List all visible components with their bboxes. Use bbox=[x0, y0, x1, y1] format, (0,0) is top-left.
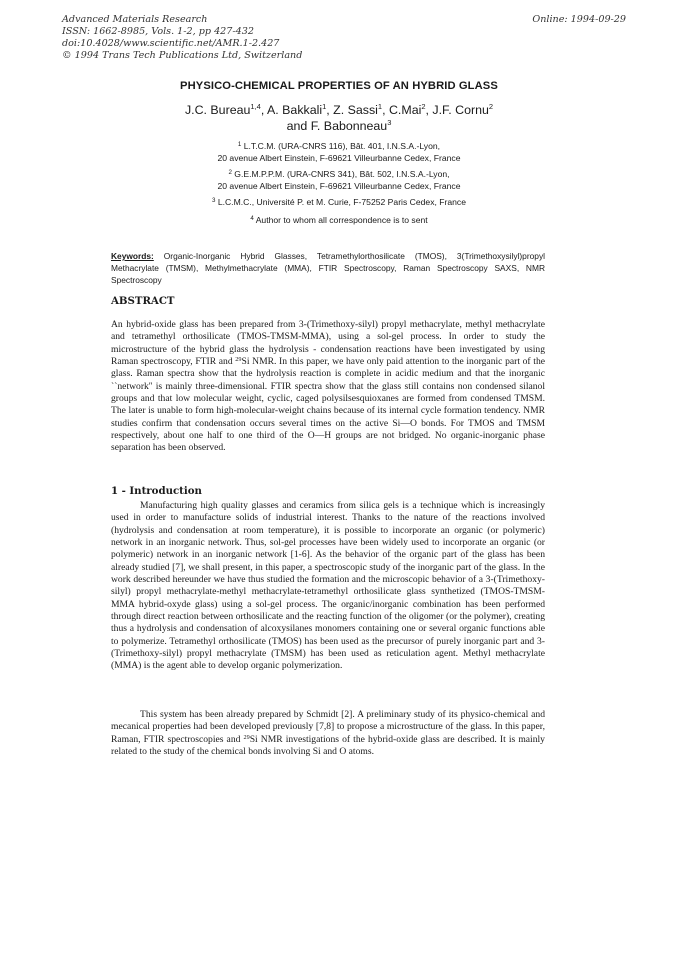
affiliation-mark: 1 bbox=[237, 141, 242, 148]
affiliation-line: G.E.M.P.P.M. (URA-CNRS 341), Bât. 502, I.N.S.A.-Lyon, bbox=[234, 169, 450, 179]
doi-line: doi:10.4028/www.scientific.net/AMR.1-2.427 bbox=[62, 38, 280, 49]
affiliation-2 bbox=[0, 168, 678, 192]
introduction-paragraph-1: Manufacturing high quality glasses and ceramics from silica gels is a technique which is increasingly used in order to manufacture solids of industrial interest. Thanks to the nature of the reactions involved (hydrolysis and condensation at room temperature), it is possible to incorporate an organic (or polymeric) network in an inorganic network. Thus, sol-gel processes have been widely used to incorporate an organic (or polymeric) network in an inorganic network [1-6]. As the behavior of the organic part of the glass has been already studied [7], we shall present, in this paper, a spectroscopic study of the inorganic part of the glass. In the work described hereunder we have thus studied the formation and the microscopic behavior of a 3-(Trimethoxy-silyl) propyl methacrylate-methyl methacrylate-tetramethyl orthosilicate glass synthetized (TMOS-TMSM-MMA hybrid-oxyde glass) using a sol-gel process. The organic/inorganic combination has been performed through direct reaction between orthosilicate and the reacting function of the oligomer (or the polymer), creating thus a hydrolysis and condensation of alcoxysilanes monomers containing one or several organic functions able to polymerize. Tetramethyl orthosilicate (TMOS) has been used as the precursor of purely inorganic part and 3-(Trimethoxy-silyl) propyl methacrylate (TMSM) has been used as reticulation agent. Methyl methacrylate (MMA) is the agent able to develop organic polymerization. bbox=[111, 500, 545, 672]
author-name: , J.F. Cornu bbox=[425, 103, 489, 117]
abstract-body: An hybrid-oxide glass has been prepared from 3-(Trimethoxy-silyl) propyl methacrylate, methyl methacrylate and tetramethyl orthosilicate (TMOS-TMSM-MMA), using a sol-gel process. In order to study the microstructure of the hybrid glass the hydrolysis - condensation reactions have been investigated by using Raman spectroscopy, FTIR and $^{29}$Si NMR. In this paper, we have only paid attention to the inorganic part of the glass. Raman spectra show that the hydrolysis reaction is complete in acidic medium and that the inorganic ``network'' is mainly three-dimensional. FTIR spectra show that the glass still contains non condensed silanol groups and that low molecular weight, cyclic, caged polysilsesquioxanes are formed from condensed TMSM. The later is unable to form high-molecular-weight chains because of its internal cycle formation tendency. NMR studies confirm that condensation occurs several times on the active Si—O bonds. For TMOS and TMSM respectively, about one half to one third of the O—H groups are not bridged. No organic-inorganic phase separation has been observed. bbox=[111, 319, 545, 454]
author-affiliation-mark: 2 bbox=[488, 102, 494, 111]
author-affiliation-mark: 2 bbox=[421, 102, 426, 111]
author-affiliation-mark: 1,4 bbox=[250, 102, 261, 111]
author-name: , A. Bakkali bbox=[260, 103, 323, 117]
affiliation-line: 20 avenue Albert Einstein, F-69621 Villeurbanne Cedex, France bbox=[217, 153, 461, 164]
affiliation-line: L.T.C.M. (URA-CNRS 116), Bât. 401, I.N.S.A.-Lyon, bbox=[243, 141, 441, 151]
author-affiliation-mark: 1 bbox=[377, 102, 383, 111]
journal-header bbox=[62, 14, 302, 62]
affiliation-mark: 4 bbox=[250, 215, 254, 222]
author-name: , Z. Sassi bbox=[326, 103, 378, 117]
keywords-label: Keywords: bbox=[111, 251, 154, 261]
affiliation-3 bbox=[0, 196, 678, 208]
author-name: , C.Mai bbox=[382, 103, 422, 117]
journal-name: Advanced Materials Research bbox=[62, 14, 208, 25]
affiliation-mark: 2 bbox=[228, 169, 232, 176]
affiliation-mark: 3 bbox=[211, 197, 216, 204]
affiliation-1 bbox=[0, 140, 678, 164]
affiliation-4 bbox=[0, 214, 678, 226]
affiliation-line: L.C.M.C., Université P. et M. Curie, F-75252 Paris Cedex, France bbox=[217, 197, 467, 207]
author-name: and F. Babonneau bbox=[286, 119, 388, 133]
online-date: Online: 1994-09-29 bbox=[532, 14, 626, 25]
introduction-paragraph-2: This system has been already prepared by Schmidt [2]. A preliminary study of its physico-chemical and mecanical properties had been developed previously [7,8] to propose a microstructure of the glass. In this paper, Raman, FTIR spectroscopies and $^{29}$Si NMR investigations of the hybrid-oxide glass are described. It is mainly related to the study of the chemical bonds involving Si and O atoms. bbox=[111, 709, 545, 758]
copyright-line: © 1994 Trans Tech Publications Ltd, Switzerland bbox=[62, 50, 303, 61]
author-affiliation-mark: 1 bbox=[322, 102, 327, 111]
keywords-block bbox=[111, 250, 545, 287]
affiliation-line: Author to whom all correspondence is to sent bbox=[255, 215, 428, 225]
abstract-heading: ABSTRACT bbox=[111, 295, 175, 307]
paper-title: PHYSICO-CHEMICAL PROPERTIES OF AN HYBRID GLASS bbox=[180, 80, 498, 92]
author-affiliation-mark: 3 bbox=[387, 118, 392, 127]
author-list bbox=[0, 102, 678, 134]
section-heading-introduction: 1 - Introduction bbox=[111, 485, 202, 497]
keywords-text: Organic-Inorganic Hybrid Glasses, Tetramethylorthosilicate (TMOS), 3(Trimethoxysilyl)propyl Methacrylate (TMSM), Methylmethacrylate (MMA), FTIR Spectroscopy, Raman Spectroscopy SAXS, NMR Spectroscopy bbox=[111, 251, 545, 286]
affiliation-line: 20 avenue Albert Einstein, F-69621 Villeurbanne Cedex, France bbox=[217, 181, 461, 192]
issn-line: ISSN: 1662-8985, Vols. 1-2, pp 427-432 bbox=[62, 26, 254, 37]
author-name: J.C. Bureau bbox=[184, 103, 251, 117]
